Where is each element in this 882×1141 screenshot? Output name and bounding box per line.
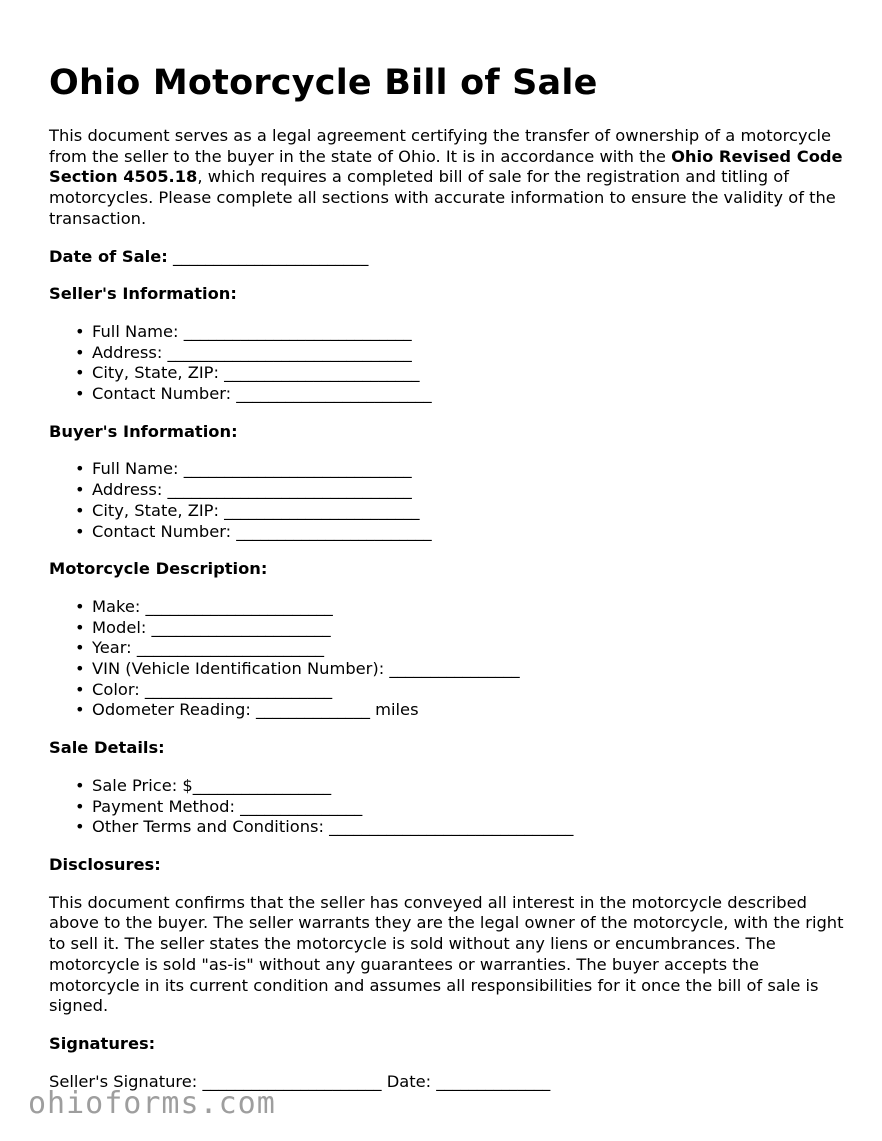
- list-item[interactable]: [75, 480, 849, 501]
- intro-text-start: This document serves as a legal agreement certifying the transfer of ownership of a motorcycle from the seller to the buyer in the state of Ohio. It is in accordance with the: [49, 126, 832, 166]
- list-item[interactable]: [75, 700, 849, 721]
- motorcycle-make-field[interactable]: Make: _______________________: [92, 596, 333, 616]
- motorcycle-color-field[interactable]: Color: _______________________: [92, 679, 333, 699]
- buyer-address-field[interactable]: Address: ______________________________: [92, 480, 412, 500]
- other-terms-field[interactable]: Other Terms and Conditions: ______________________________: [92, 817, 574, 837]
- bullet-icon: •: [75, 321, 85, 341]
- watermark-text: ohioforms.com: [28, 1086, 276, 1121]
- intro-paragraph: [49, 126, 849, 230]
- sale-details-heading: Sale Details:: [49, 738, 165, 758]
- disclosures-paragraph: This document confirms that the seller has conveyed all interest in the motorcycle described above to the buyer. The seller warrants they are the legal owner of the motorcycle, with the right to sell it. The seller states the motorcycle is sold without any liens or encumbrances. The motorcycle is sold "as-is" without any guarantees or warranties. The buyer accepts the motorcycle in its current condition and assumes all responsibilities for it once the bill of sale is signed.: [49, 892, 844, 1016]
- intro-code-reference: Ohio Revised Code Section 4505.18: [49, 146, 843, 187]
- seller-city-state-zip-field[interactable]: City, State, ZIP: ________________________: [92, 363, 420, 383]
- motorcycle-year-field[interactable]: Year: _______________________: [92, 638, 325, 658]
- list-item[interactable]: [75, 384, 849, 405]
- payment-method-field[interactable]: Payment Method: _______________: [92, 796, 363, 816]
- buyer-city-state-zip-field[interactable]: City, State, ZIP: ________________________: [92, 500, 420, 520]
- bullet-icon: •: [75, 638, 85, 658]
- seller-signature-line[interactable]: Seller's Signature: ______________________ Date: ______________: [49, 1071, 551, 1091]
- bullet-icon: •: [75, 775, 85, 795]
- list-item[interactable]: [75, 817, 849, 838]
- date-of-sale-blank[interactable]: ________________________: [167, 246, 369, 266]
- bullet-icon: •: [75, 796, 85, 816]
- list-item[interactable]: [75, 459, 849, 480]
- bullet-icon: •: [75, 342, 85, 362]
- buyer-contact-number-field[interactable]: Contact Number: ________________________: [92, 521, 432, 541]
- signatures-heading: Signatures:: [49, 1033, 156, 1053]
- list-item[interactable]: [75, 363, 849, 384]
- seller-contact-number-field[interactable]: Contact Number: ________________________: [92, 384, 432, 404]
- list-item[interactable]: [75, 500, 849, 522]
- seller-heading: Seller's Information:: [49, 284, 237, 304]
- motorcycle-model-field[interactable]: Model: ______________________: [92, 617, 331, 637]
- date-of-sale-label: Date of Sale:: [49, 246, 168, 266]
- bullet-icon: •: [75, 659, 85, 679]
- list-item[interactable]: [75, 617, 849, 639]
- buyer-fields-list: [49, 459, 849, 542]
- bullet-icon: •: [75, 679, 85, 699]
- list-item[interactable]: [75, 596, 849, 618]
- bullet-icon: •: [75, 384, 85, 404]
- bullet-icon: •: [75, 459, 85, 479]
- bullet-icon: •: [75, 480, 85, 500]
- list-item[interactable]: [75, 659, 849, 680]
- seller-fields-list: [49, 322, 849, 405]
- motorcycle-odometer-field[interactable]: Odometer Reading: ______________ miles: [92, 700, 419, 720]
- disclosures-heading: Disclosures:: [49, 854, 161, 874]
- list-item[interactable]: [75, 342, 849, 364]
- seller-address-field[interactable]: Address: ______________________________: [92, 342, 412, 362]
- motorcycle-vin-field[interactable]: VIN (Vehicle Identification Number): ________________: [92, 659, 520, 679]
- list-item[interactable]: [75, 521, 849, 543]
- intro-text-end: , which requires a completed bill of sale for the registration and titling of motorcycles. Please complete all sections with accurate information to ensure the validity of the transaction.: [49, 167, 836, 228]
- motorcycle-fields-list: [49, 597, 849, 721]
- document-title: Ohio Motorcycle Bill of Sale: [49, 63, 598, 103]
- buyer-full-name-field[interactable]: Full Name: ____________________________: [92, 459, 412, 479]
- list-item[interactable]: [75, 775, 849, 797]
- bullet-icon: •: [75, 500, 85, 520]
- motorcycle-description-heading: Motorcycle Description:: [49, 559, 268, 579]
- list-item[interactable]: [75, 796, 849, 818]
- list-item[interactable]: [75, 679, 849, 701]
- sale-price-field[interactable]: Sale Price: $_________________: [92, 775, 332, 795]
- bullet-icon: •: [75, 817, 85, 837]
- list-item[interactable]: [75, 638, 849, 659]
- bullet-icon: •: [75, 596, 85, 616]
- bullet-icon: •: [75, 617, 85, 637]
- sale-fields-list: [49, 776, 849, 838]
- date-of-sale-field: [49, 247, 849, 268]
- bullet-icon: •: [75, 700, 85, 720]
- bullet-icon: •: [75, 363, 85, 383]
- list-item[interactable]: [75, 321, 849, 343]
- seller-full-name-field[interactable]: Full Name: ____________________________: [92, 321, 412, 341]
- bullet-icon: •: [75, 521, 85, 541]
- document-page: [49, 60, 849, 1092]
- buyer-heading: Buyer's Information:: [49, 421, 238, 441]
